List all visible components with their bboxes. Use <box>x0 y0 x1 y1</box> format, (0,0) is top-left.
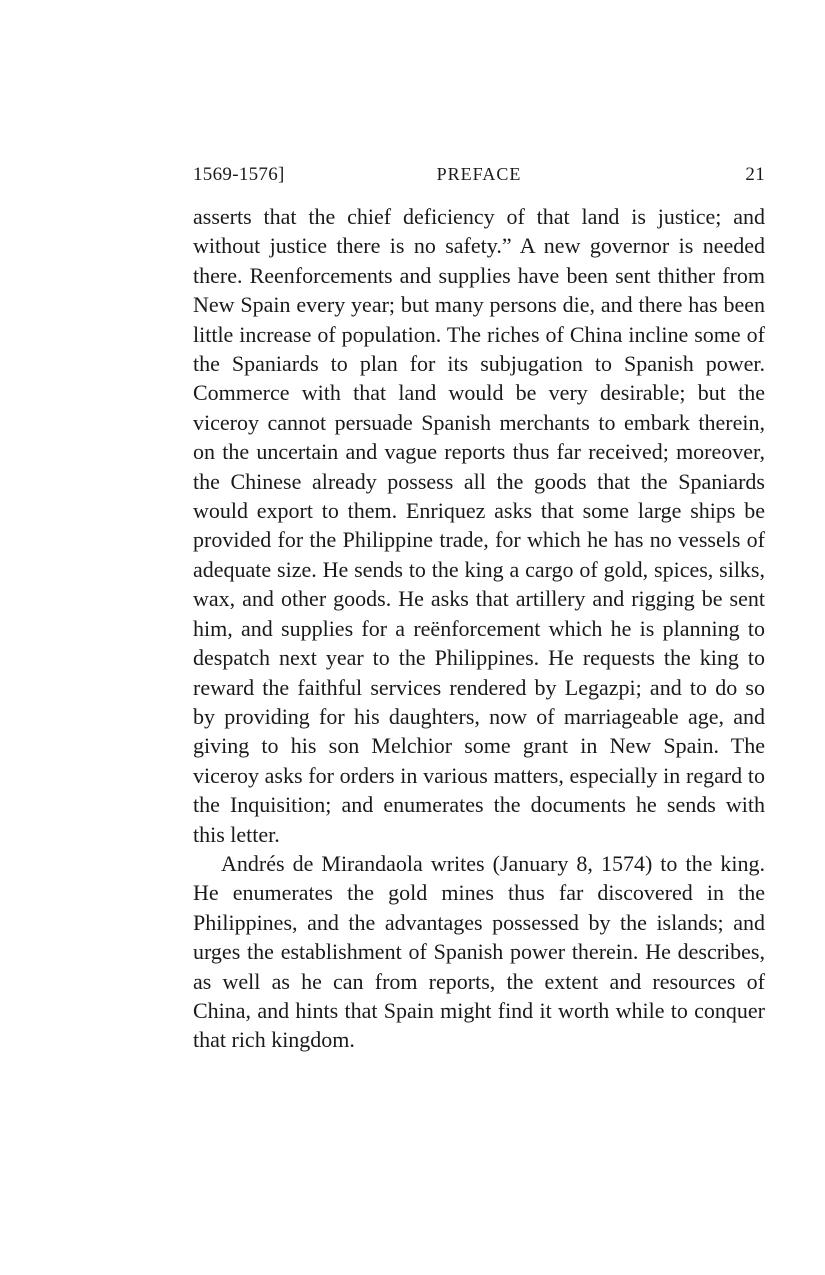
running-head <box>193 164 765 192</box>
paragraph-continued: asserts that the chief deficiency of that land is justice; and without justice there is no safety.” A new governor is needed there. Reenforcements and supplies have been sent thither from New Spain every year; but many persons die, and there has been little increase of population. The riches of China incline some of the Spaniards to plan for its subjugation to Spanish power. Commerce with that land would be very desirable; but the viceroy cannot persuade Spanish merchants to embark therein, on the uncertain and vague reports thus far received; moreover, the Chinese already possess all the goods that the Spaniards would export to them. Enriquez asks that some large ships be provided for the Philippine trade, for which he has no vessels of adequate size. He sends to the king a cargo of gold, spices, silks, wax, and other goods. He asks that artillery and rigging be sent him, and supplies for a reënforcement which he is planning to despatch next year to the Philippines. He requests the king to reward the faithful services rendered by Legazpi; and to do so by providing for his daughters, now of marriageable age, and giving to his son Melchior some grant in New Spain. The viceroy asks for orders in various matters, especially in regard to the Inquisition; and enumerates the documents he sends with this letter. <box>193 204 765 847</box>
body-text <box>193 202 765 1055</box>
header-title: PREFACE <box>436 164 522 184</box>
paragraph-mirandaola: Andrés de Mirandaola writes (January 8, 1574) to the king. He enumerates the gold mines thus far discovered in the Philippines, and the advantages possessed by the islands; and urges the establishment of Spanish power therein. He describes, as well as he can from reports, the extent and resources of China, and hints that Spain might find it worth while to conquer that rich kingdom. <box>193 850 765 1053</box>
header-years: 1569-1576] <box>193 164 285 185</box>
book-page <box>193 164 765 1055</box>
page-number: 21 <box>745 164 765 185</box>
